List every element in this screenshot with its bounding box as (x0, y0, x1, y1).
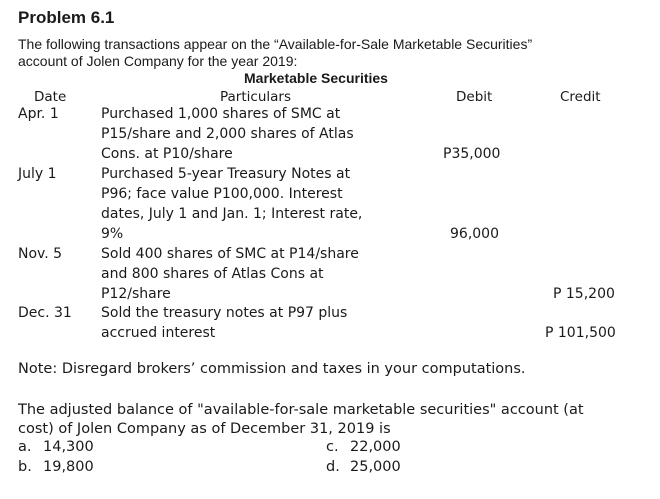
entry-particulars-line: Sold 400 shares of SMC at P14/share (101, 246, 359, 262)
entry-particulars-line: Cons. at P10/share (101, 146, 233, 162)
choice-letter: c. (326, 439, 339, 455)
problem-title: Problem 6.1 (18, 8, 115, 27)
entry-particulars-line: accrued interest (101, 325, 216, 341)
entry-date: Apr. 1 (18, 106, 59, 122)
entry-particulars-line: P15/share and 2,000 shares of Atlas (101, 126, 354, 142)
entry-particulars-line: dates, July 1 and Jan. 1; Interest rate, (101, 206, 363, 222)
entry-date: Dec. 31 (18, 305, 72, 321)
entry-credit: P 15,200 (553, 286, 615, 302)
entry-credit: P 101,500 (545, 325, 616, 341)
entry-particulars-line: Sold the treasury notes at P97 plus (101, 305, 348, 321)
header-particulars: Particulars (220, 89, 291, 105)
choice-value: 19,800 (43, 459, 94, 475)
choice-value: 25,000 (350, 459, 401, 475)
intro-line-2: account of Jolen Company for the year 2019: (18, 53, 298, 69)
choice-letter: b. (18, 459, 32, 475)
entry-particulars-line: 9% (101, 226, 124, 242)
entry-particulars-line: P96; face value P100,000. Interest (101, 186, 343, 202)
entry-particulars-line: and 800 shares of Atlas Cons at (101, 266, 324, 282)
entry-particulars-line: Purchased 1,000 shares of SMC at (101, 106, 341, 122)
entry-date: Nov. 5 (18, 246, 63, 262)
intro-line-1: The following transactions appear on the “Available-for-Sale Marketable Securities” (18, 36, 533, 52)
entry-particulars-line: P12/share (101, 286, 171, 302)
choice-letter: a. (18, 439, 32, 455)
choice-value: 14,300 (43, 439, 94, 455)
header-debit: Debit (456, 89, 493, 105)
entry-debit: P35,000 (443, 146, 501, 162)
entry-date: July 1 (18, 166, 57, 182)
entry-particulars-line: Purchased 5-year Treasury Notes at (101, 166, 351, 182)
header-date: Date (34, 89, 67, 105)
choice-letter: d. (326, 459, 340, 475)
question-line-2: cost) of Jolen Company as of December 31, 2019 is (18, 421, 391, 437)
choice-value: 22,000 (350, 439, 401, 455)
ledger-title: Marketable Securities (244, 70, 388, 86)
entry-debit: 96,000 (450, 226, 499, 242)
question-line-1: The adjusted balance of "available-for-sale marketable securities" account (at (18, 402, 584, 418)
header-credit: Credit (560, 89, 601, 105)
note: Note: Disregard brokers’ commission and taxes in your computations. (18, 361, 526, 377)
